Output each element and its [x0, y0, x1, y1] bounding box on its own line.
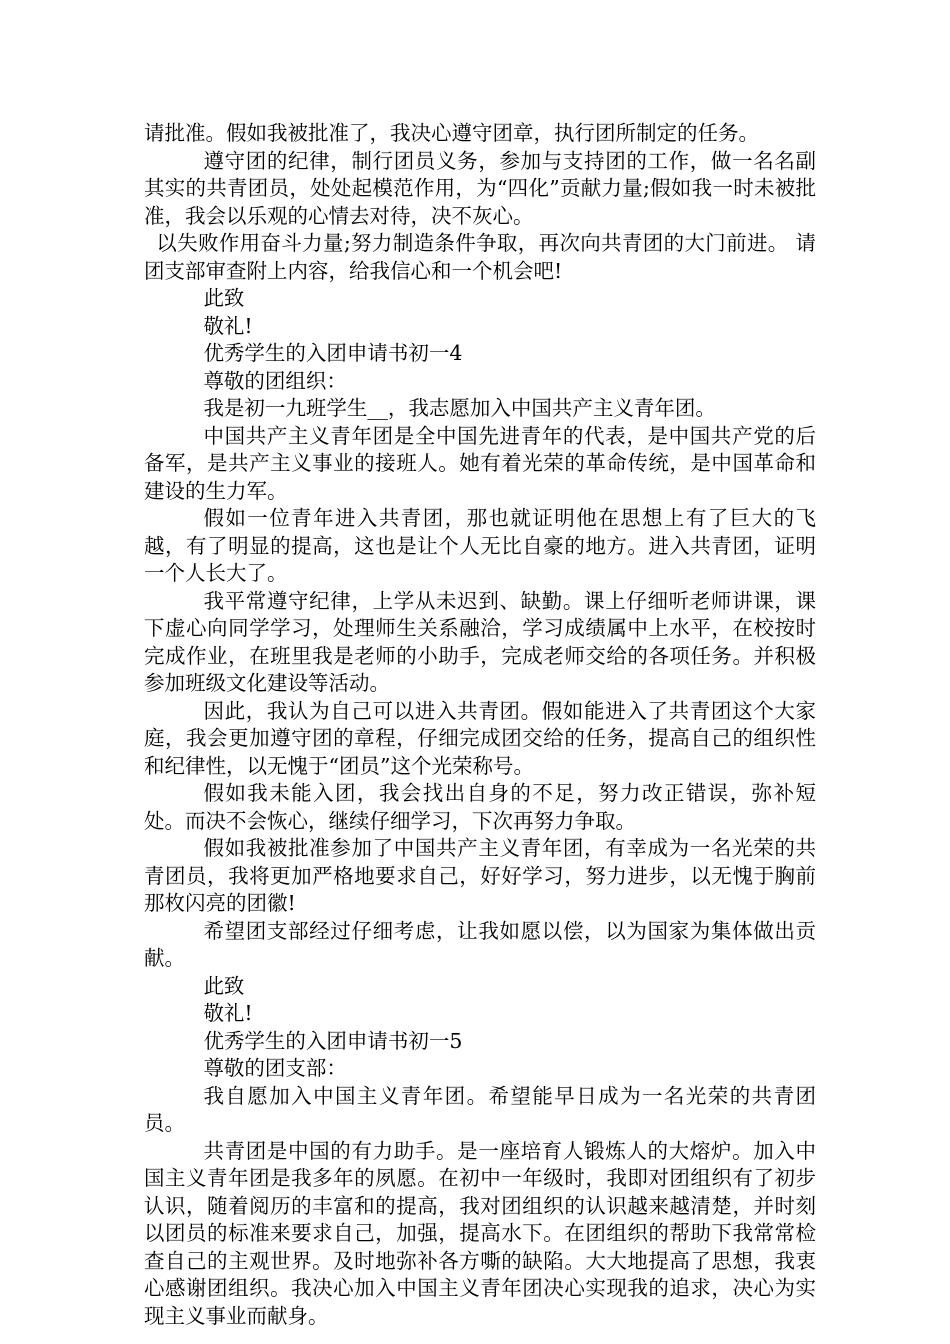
paragraph: 希望团支部经过仔细考虑，让我如愿以偿，以为国家为集体做出贡献。: [144, 918, 816, 970]
closing-regards: 敬礼!: [203, 313, 253, 338]
section-title: 优秀学生的入团申请书初一4: [203, 341, 463, 365]
greeting: 尊敬的团组织：: [203, 368, 347, 393]
paragraph: 共青团是中国的有力助手。是一座培育人锻炼人的大熔炉。加入中国主义青年团是我多年的夙愿。在初中一年级时，我即对团组织有了初步认识，随着阅历的丰富和的提高，我对团组织的认识越来越清楚，并时刻以团员的标准来要求自己，加强，提高水下。在团组织的帮助下我常常检查自己的主观世界。及时地弥补各方嘶的缺陷。大大地提高了思想，我衷心感谢团组织。我决心加入中国主义青年团决心实现我的追求，决心为实现主义事业而献身。: [144, 1138, 816, 1328]
closing-regards: 敬礼!: [203, 1001, 253, 1025]
paragraph: 假如我被批准参加了中国共产主义青年团，有幸成为一名光荣的共青团员，我将更加严格地要求自己，好好学习，努力进步，以无愧于胸前那枚闪亮的团徽!: [144, 836, 816, 915]
paragraph: 因此，我认为自己可以进入共青团。假如能进入了共青团这个大家庭，我会更加遵守团的章程，仔细完成团交给的任务，提高自己的组织性和纪律性，以无愧于“团员”这个光荣称号。: [144, 698, 816, 778]
closing-salutation: 此致: [203, 286, 245, 310]
section-title: 优秀学生的入团申请书初一5: [203, 1028, 463, 1053]
document-body: [144, 120, 816, 1330]
paragraph: 中国共产主义青年团是全中国先进青年的代表，是中国共产党的后备军，是共产主义事业的接班人。她有着光荣的革命传统，是中国革命和建设的生力军。: [144, 423, 816, 503]
paragraph: 请批准。假如我被批准了，我决心遵守团章，执行团所制定的任务。: [144, 121, 759, 145]
paragraph: 我是初一九班学生__，我志愿加入中国共产主义青年团。: [203, 396, 716, 420]
paragraph: 我平常遵守纪律，上学从未迟到、缺勤。课上仔细听老师讲课，课下虚心向同学学习，处理师生关系融洽，学习成绩属中上水平，在校按时完成作业，在班里我是老师的小助手，完成老师交给的各项任务。并积极参加班级文化建设等活动。: [144, 588, 816, 695]
paragraph: 遵守团的纪律，制行团员义务，参加与支持团的工作，做一名名副其实的共青团员，处处起模范作用，为“四化”贡献力量;假如我一时未被批准，我会以乐观的心情去对待，决不灰心。: [144, 148, 816, 228]
paragraph: 以失败作用奋斗力量;努力制造条件争取，再次向共青团的大门前进。 请团支部审查附上内容，给我信心和一个机会吧!: [144, 231, 816, 283]
paragraph: 我自愿加入中国主义青年团。希望能早日成为一名光荣的共青团员。: [144, 1083, 816, 1135]
paragraph: 假如我未能入团，我会找出自身的不足，努力改正错误，弥补短处。而决不会恢心，继续仔细学习，下次再努力争取。: [144, 781, 816, 833]
closing-salutation: 此致: [203, 973, 245, 998]
paragraph: 假如一位青年进入共青团，那也就证明他在思想上有了巨大的飞越，有了明显的提高，这也是让个人无比自豪的地方。进入共青团，证明一个人长大了。: [144, 506, 816, 585]
greeting: 尊敬的团支部：: [203, 1056, 347, 1080]
